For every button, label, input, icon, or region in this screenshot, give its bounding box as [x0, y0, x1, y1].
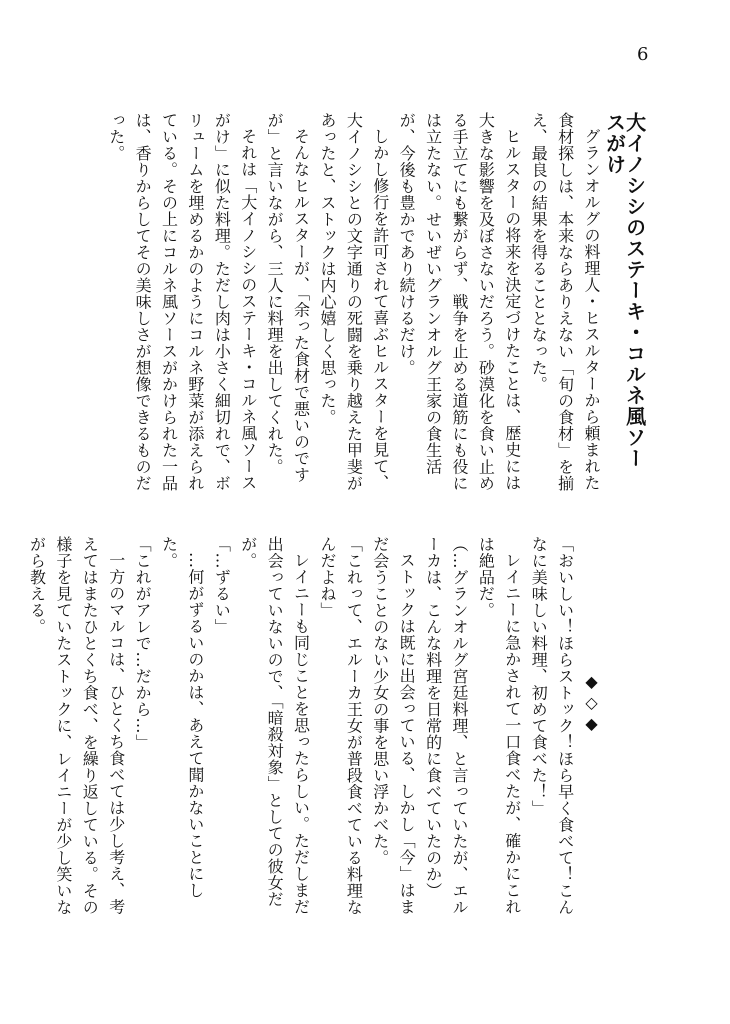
paragraph: しかし修行を許可されて喜ぶヒルスターを見て、大イノシシとの文字通りの死闘を乗り越えた甲斐があったと、ストックは内心嬉しく思った。 — [317, 112, 390, 492]
chapter-title: 大イノシシのステーキ・コルネ風ソースがけ — [602, 112, 647, 469]
paragraph: 「おいしい！ほらストック！ほら早く食べて！こんなに美味しい料理、初めて食べた！」 — [529, 536, 575, 916]
section-separator: ◆◇◆ — [582, 672, 601, 735]
paragraph: 「これがアレで…だから…」 — [133, 536, 153, 751]
paragraph: グランオルグの料理人・ヒスルターから頼まれた食材探しは、本来ならありえない「旬の食材」を揃え、最良の結果を得ることとなった。 — [529, 112, 601, 492]
paragraph: レイニーも同じことを思ったらしい。ただしまだ出会っていないので、「暗殺対象」としての彼女だが。 — [238, 536, 311, 915]
paragraph: ヒルスターの将来を決定づけたことは、歴史には大きな影響を及ぼさないだろう。砂漠化を食い止める手立てにも繋がらず、戦争を止める道筋にも役には立たない。せいぜいグランオルグ王家の食生活が、今後も豊かであり続けるだけ。 — [397, 112, 522, 492]
page-number: 6 — [637, 44, 649, 65]
upper-text-block — [102, 112, 604, 507]
paragraph: ストックは既に出会っている、しかし「今」はまだ会うことのない少女の事を思い浮かべた。 — [370, 536, 417, 915]
paragraph: …何がずるいのかは、あえて聞かないことにした。 — [159, 536, 205, 899]
paragraph: 「これって、エルーカ王女が普段食べている料理なんだよね」 — [317, 536, 364, 916]
paragraph: それは「大イノシシのステーキ・コルネ風ソースがけ」に似た料理。ただし肉は小さく細切れで、ボリュームを埋めるかのようにコルネ野菜が添えられている。その上にコルネ風ソースがかけられた一品は、香りからしてその美味しさが想像できるものだった。 — [106, 112, 258, 492]
paragraph: （…グランオルグ宮廷料理、と言っていたが、エルーカは、こんな料理を日常的に食べていたのか） — [423, 536, 469, 916]
paragraph: 「…ずるい」 — [212, 536, 232, 635]
paragraph: そんなヒルスターが、「余った食材で悪いのですが」と言いながら、三人に料理を出してくれた。 — [265, 112, 311, 483]
lower-text-block — [23, 536, 604, 928]
paragraph: 一方のマルコは、ひとくち食べては少し考え、考えてはまたひとくち食べ、を繰り返している。その様子を見ていたストックに、レイニーが少し笑いながら教える。 — [27, 536, 126, 916]
paragraph: レイニーに急かされて一口食べたが、確かにこれは絶品だ。 — [476, 536, 522, 915]
